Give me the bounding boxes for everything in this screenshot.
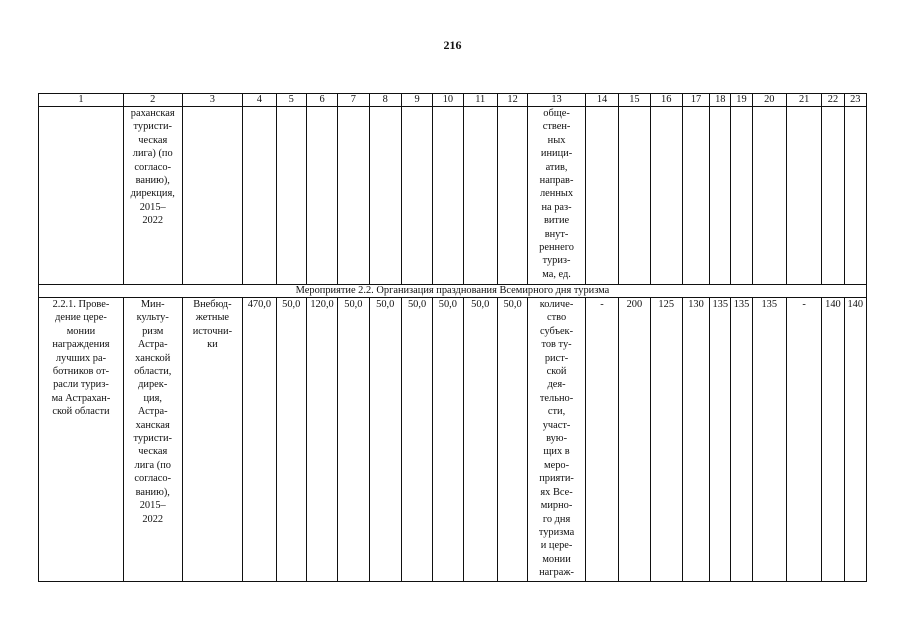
column-header: 17 bbox=[682, 94, 709, 107]
table-cell bbox=[182, 107, 243, 285]
table-row bbox=[39, 298, 867, 582]
table-cell bbox=[369, 107, 401, 285]
value-cell: 135 bbox=[710, 298, 731, 582]
table-cell bbox=[844, 107, 866, 285]
column-header: 10 bbox=[433, 94, 463, 107]
table-cell bbox=[497, 107, 527, 285]
column-header: 19 bbox=[731, 94, 752, 107]
executor-cell: Мин- культу- ризм Астра- ханской области, дирек- ция, Астра- ханская туристи- ческая лига (по согласо- ванию), 2015– 2022 bbox=[123, 298, 182, 582]
table-cell bbox=[463, 107, 497, 285]
column-header: 6 bbox=[306, 94, 337, 107]
value-cell: 135 bbox=[752, 298, 786, 582]
value-cell: 50,0 bbox=[276, 298, 306, 582]
column-header: 23 bbox=[844, 94, 866, 107]
table-cell bbox=[619, 107, 650, 285]
column-header: 16 bbox=[650, 94, 682, 107]
column-header: 21 bbox=[786, 94, 821, 107]
table-cell bbox=[682, 107, 709, 285]
table-cell bbox=[710, 107, 731, 285]
table-cell bbox=[276, 107, 306, 285]
value-cell: 50,0 bbox=[338, 298, 369, 582]
value-cell: 200 bbox=[619, 298, 650, 582]
column-header: 20 bbox=[752, 94, 786, 107]
table-cell bbox=[401, 107, 432, 285]
table-cell bbox=[822, 107, 844, 285]
table-cell bbox=[650, 107, 682, 285]
table-cell bbox=[433, 107, 463, 285]
program-table bbox=[38, 93, 867, 582]
indicator-cell: количе- ство субъек- тов ту- рист- ской дея- тельно- сти, участ- вую- щих в меро- прияти- ях Все- мирно- го дня туризма и цере- монии награж- bbox=[528, 298, 586, 582]
value-cell: - bbox=[585, 298, 618, 582]
column-header: 8 bbox=[369, 94, 401, 107]
table-cell bbox=[306, 107, 337, 285]
value-cell: 50,0 bbox=[401, 298, 432, 582]
value-cell: 470,0 bbox=[243, 298, 276, 582]
column-header: 13 bbox=[528, 94, 586, 107]
value-cell: 50,0 bbox=[369, 298, 401, 582]
column-header: 7 bbox=[338, 94, 369, 107]
column-header: 4 bbox=[243, 94, 276, 107]
column-header: 3 bbox=[182, 94, 243, 107]
column-number-row bbox=[39, 94, 867, 107]
executor-cell: раханская туристи- ческая лига) (по согласо- ванию), дирекция, 2015– 2022 bbox=[123, 107, 182, 285]
column-header: 11 bbox=[463, 94, 497, 107]
column-header: 15 bbox=[619, 94, 650, 107]
value-cell: 135 bbox=[731, 298, 752, 582]
activity-name-cell: 2.2.1. Прове- дение цере- монии награждения лучших ра- ботников от- расли туриз- ма Астрахан- ской области bbox=[39, 298, 124, 582]
column-header: 18 bbox=[710, 94, 731, 107]
value-cell: 50,0 bbox=[497, 298, 527, 582]
continuation-row bbox=[39, 107, 867, 285]
value-cell: 50,0 bbox=[433, 298, 463, 582]
column-header: 5 bbox=[276, 94, 306, 107]
table-cell bbox=[752, 107, 786, 285]
section-title: Мероприятие 2.2. Организация празднования Всемирного дня туризма bbox=[39, 285, 867, 298]
value-cell: 50,0 bbox=[463, 298, 497, 582]
value-cell: 140 bbox=[822, 298, 844, 582]
table-cell bbox=[786, 107, 821, 285]
section-row bbox=[39, 285, 867, 298]
value-cell: 140 bbox=[844, 298, 866, 582]
table-cell bbox=[39, 107, 124, 285]
table-cell bbox=[585, 107, 618, 285]
column-header: 2 bbox=[123, 94, 182, 107]
value-cell: 130 bbox=[682, 298, 709, 582]
column-header: 22 bbox=[822, 94, 844, 107]
column-header: 9 bbox=[401, 94, 432, 107]
table-cell bbox=[243, 107, 276, 285]
column-header: 14 bbox=[585, 94, 618, 107]
column-header: 12 bbox=[497, 94, 527, 107]
page-number: 216 bbox=[443, 38, 462, 52]
indicator-cell: обще- ствен- ных иници- атив, направ- ленных на раз- витие внут- реннего туриз- ма, ед. bbox=[528, 107, 586, 285]
value-cell: - bbox=[786, 298, 821, 582]
table-cell bbox=[731, 107, 752, 285]
funding-source-cell: Внебюд- жетные источни- ки bbox=[182, 298, 243, 582]
value-cell: 125 bbox=[650, 298, 682, 582]
value-cell: 120,0 bbox=[306, 298, 337, 582]
column-header: 1 bbox=[39, 94, 124, 107]
table-cell bbox=[338, 107, 369, 285]
